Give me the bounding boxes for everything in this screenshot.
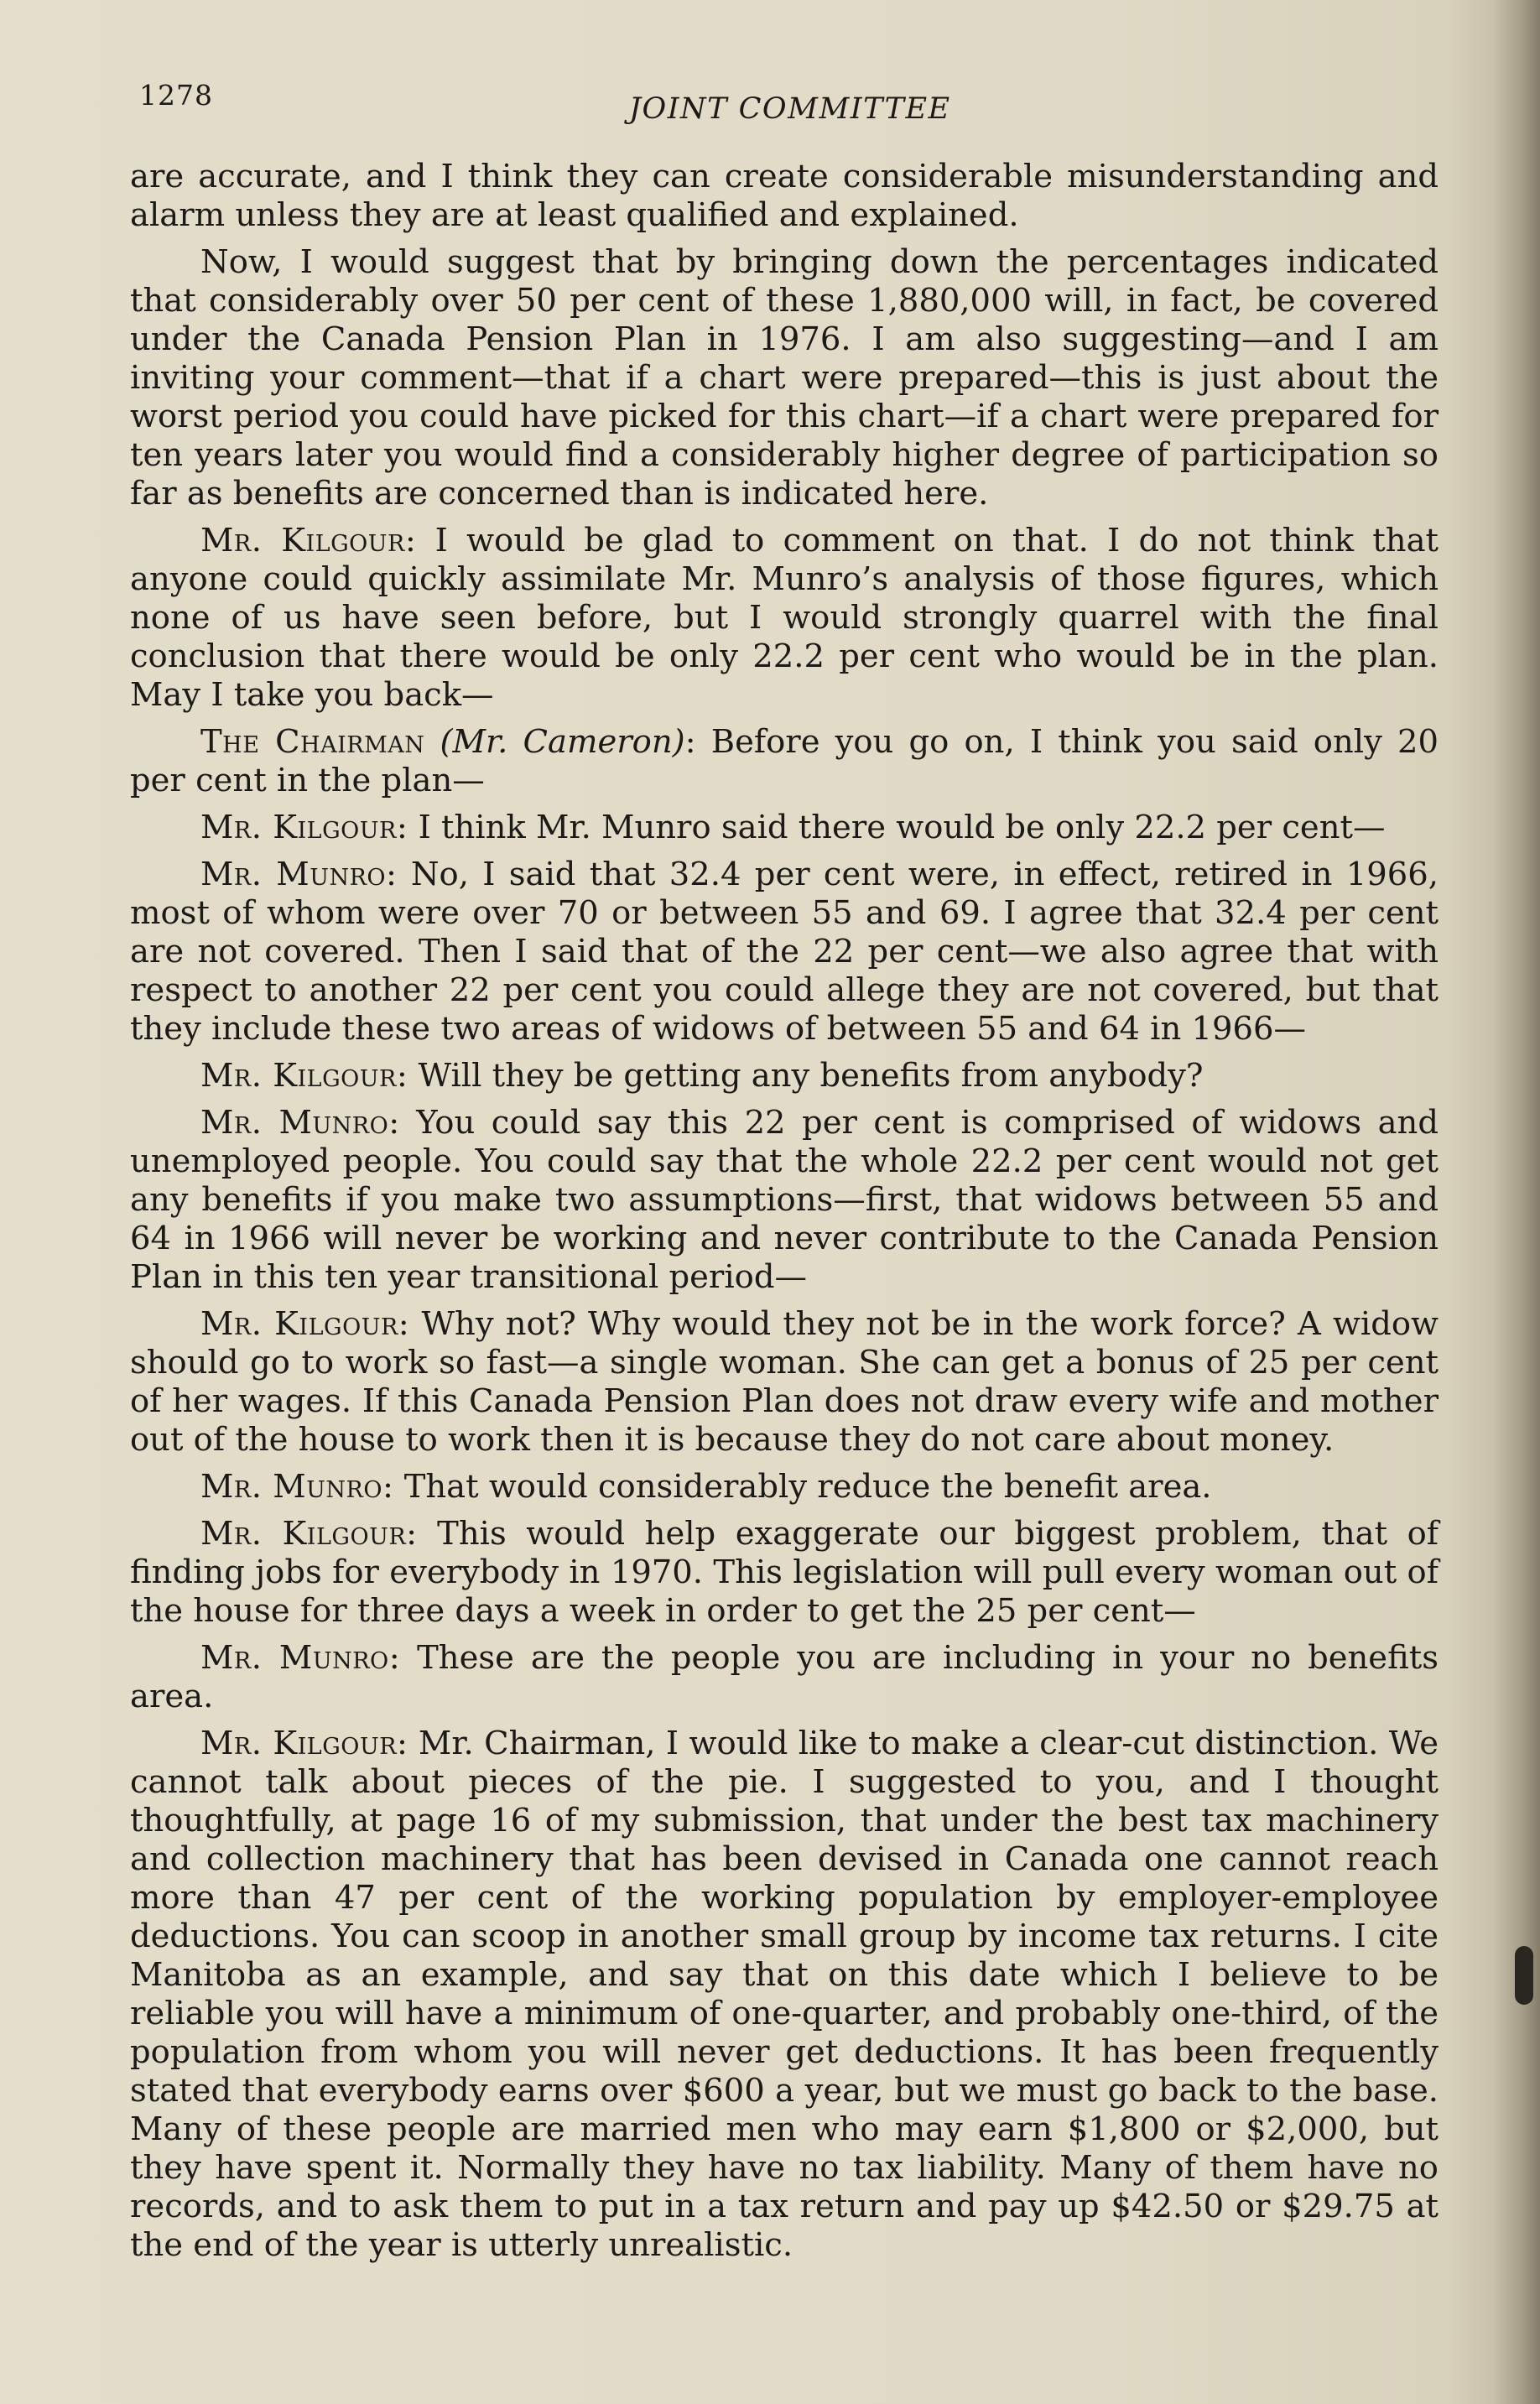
paragraph [130,1057,1439,1095]
paragraph-text: Will they be getting any benefits from anybody? [408,1057,1204,1095]
body-text [130,158,1439,2273]
paragraph-text: Now, I would suggest that by bringing down the percentages indicated that considerably over 50 per cent of these 1,880,000 will, in fact, be covered under the Canada Pension Plan in 1976. I am also suggesting—and I am inviting your comment—that if a chart were prepared—this is just about the worst period you could have picked for this chart—if a chart were prepared for ten years later you would find a considerably higher degree of participation so far as benefits are concerned than is indicated here. [130,243,1439,513]
paragraph [130,1305,1439,1460]
paragraph-text: Mr. Chairman, I would like to make a clear-cut distinction. We cannot talk about pieces of the pie. I suggested to you, and I thought thoughtfully, at page 16 of my submission, that under the best tax machinery and collection machinery that has been devised in Canada one cannot reach more than 47 per cent of the working population by employer-employee deductions. You can scoop in another small group by income tax returns. I cite Manitoba as an example, and say that on this date which I believe to be reliable you will have a minimum of one-quarter, and probably one-third, of the population from whom you will never get deductions. It has been frequently stated that everybody earns over $600 a year, but we must go back to the base. Many of these people are married men who may earn $1,800 or $2,000, but they have spent it. Normally they have no tax liability. Many of them have no records, and to ask them to put in a tax return and pay up $42.50 or $29.75 at the end of the year is utterly unrealistic. [130,1725,1439,2264]
paragraph-text: : Before you go on, I think you said only 20 per cent in the plan— [130,723,1439,799]
binding-mark [1515,1946,1533,2005]
paragraph-text: You could say this 22 per cent is comprised of widows and unemployed people. You could say that the whole 22.2 per cent would not get any benefits if you make two assumptions—first, that widows between 55 and 64 in 1966 will never be working and never contribute to the Canada Pension Plan in this ten year transitional period— [130,1104,1439,1296]
page-edge-shadow [1494,0,1540,2404]
speaker-name: Mr. Kilgour: [200,522,417,559]
paragraph [130,1104,1439,1297]
paragraph-text: These are the people you are including in your no benefits area. [130,1639,1439,1715]
speaker-note: (Mr. Cameron) [440,723,685,761]
paragraph [130,1725,1439,2265]
running-head: JOINT COMMITTEE [629,92,951,126]
speaker-name: Mr. Kilgour: [200,1515,418,1553]
paragraph [130,809,1439,847]
speaker-name: Mr. Kilgour: [200,1305,410,1343]
speaker-name: Mr. Munro: [200,1639,401,1677]
paragraph [130,1468,1439,1506]
speaker-name: Mr. Kilgour: [200,809,408,846]
paragraph [130,1639,1439,1716]
paragraph [130,856,1439,1048]
paragraph [130,1515,1439,1631]
paragraph [130,243,1439,513]
paragraph-text: are accurate, and I think they can create considerable misunderstanding and alarm unless they are at least qualified and explained. [130,158,1439,234]
paragraph [130,522,1439,715]
speaker-name: Mr. Kilgour: [200,1057,408,1095]
paragraph [130,158,1439,235]
speaker-name: Mr. Munro: [200,856,398,893]
paragraph-text: I would be glad to comment on that. I do not think that anyone could quickly assimilate Mr. Munro’s analysis of those figures, which none of us have seen before, but I would strongly quarrel with the final conclusion that there would be only 22.2 per cent who would be in the plan. May I take you back— [130,522,1439,714]
speaker-name: The Chairman [200,723,425,761]
page-header [134,74,1443,124]
paragraph-text: That would considerably reduce the benefit area. [393,1468,1212,1506]
speaker-name: Mr. Kilgour: [200,1725,408,1762]
speaker-name: Mr. Munro: [200,1104,400,1142]
paragraph-text: Why not? Why would they not be in the work force? A widow should go to work so fast—a single woman. She can get a bonus of 25 per cent of her wages. If this Canada Pension Plan does not draw every wife and mother out of the house to work then it is because they do not care about money. [130,1305,1439,1459]
speaker-name: Mr. Munro: [200,1468,394,1506]
page-number: 1278 [139,79,213,112]
paragraph-text: I think Mr. Munro said there would be only 22.2 per cent— [408,809,1386,846]
paragraph-text: No, I said that 32.4 per cent were, in effect, retired in 1966, most of whom were over 70 or between 55 and 69. I agree that 32.4 per cent are not covered. Then I said that of the 22 per cent—we also agree that with respect to another 22 per cent you could allege they are not covered, but that they include these two areas of widows of between 55 and 64 in 1966— [130,856,1439,1048]
paragraph [130,723,1439,800]
paragraph-text: This would help exaggerate our biggest problem, that of finding jobs for everybody in 1970. This legislation will pull every woman out of the house for three days a week in order to get the 25 per cent— [130,1515,1439,1630]
